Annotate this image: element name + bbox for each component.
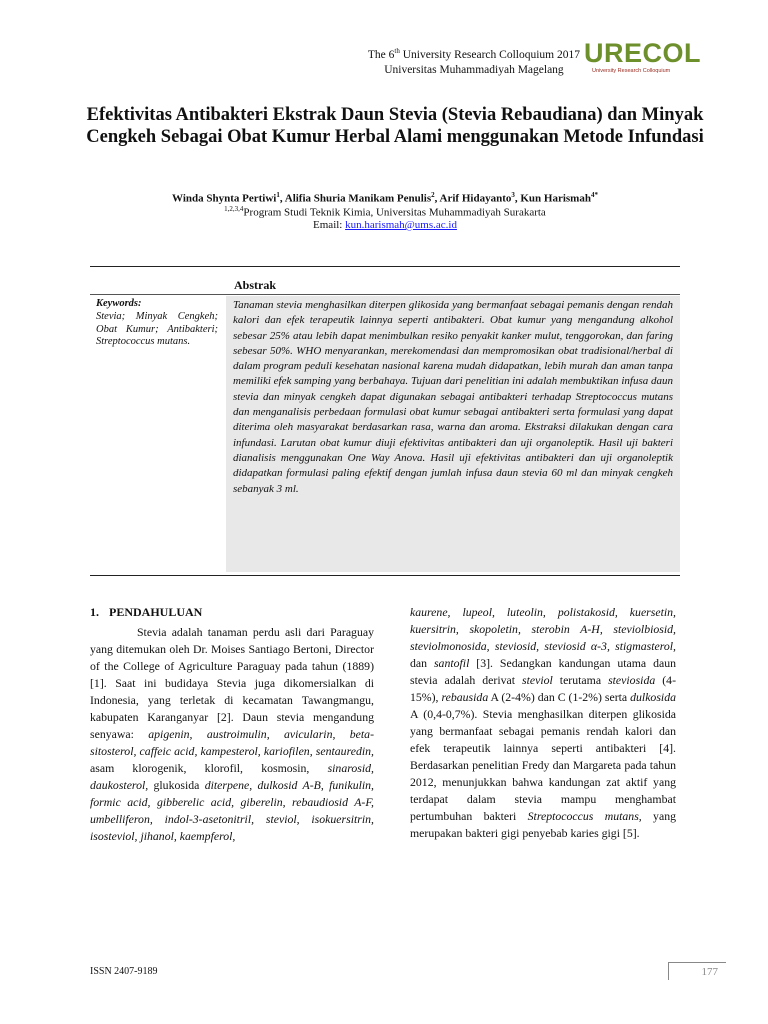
abstract-heading: Abstrak <box>234 278 277 292</box>
section-heading: 1. PENDAHULUAN <box>90 605 203 619</box>
conference-header <box>368 44 580 78</box>
abstract-divider <box>90 294 680 295</box>
divider-bottom <box>90 575 680 576</box>
email-link[interactable]: kun.harismah@ums.ac.id <box>345 219 457 231</box>
author: Winda Shynta Pertiwi <box>172 192 277 205</box>
page-number: 177 <box>668 962 726 980</box>
author: Alifia Shuria Manikam Penulis <box>284 192 432 205</box>
logo-text: URECOL <box>584 38 701 68</box>
intro-paragraph: Stevia adalah tanaman perdu asli dari Paraguay yang ditemukan oleh Dr. Moises Santiago Bertoni, Director of the College of Agriculture Paraguay pada tahun (1889) [1]. Saat ini budidaya Stevia juga dikomersialkan di Indonesia, yang terletak di kecamatan Tawangmangu, kabupaten Karanganyar [2]. Daun stevia mengandung senyawa: apigenin, austroimulin, avicularin, beta-sitosterol, caffeic acid, kampesterol, kariofilen, sentauredin, asam klorogenik, klorofil, kosmosin, sinarosid, daukosterol, glukosida diterpene, dulkosid A-B, funikulin, formic acid, gibberelic acid, giberelin, rebaudiosid A-F, umbelliferon, indol-3-asetonitril, steviol, isokuersitrin, isosteviol, jihanol, kaempferol, <box>90 625 375 843</box>
intro-paragraph-continued: kaurene, lupeol, luteolin, polistakosid, kuersetin, kuersitrin, skopoletin, sterobin A-H, steviolbiosid, steviolmonosida, steviosid, steviosid α-3, stigmasterol, dan santofil [3]. Sedangkan kandungan utama daun stevia adalah derivat steviol terutama steviosida (4-15%), rebausida A (2-4%) dan C (1-2%) serta dulkosida A (0,4-0,7%). Stevia menghasilkan diterpen glikosida yang bermanfaat sebagai pemanis rendah kalori dan efek terapeutik lainnya seperti antibakteri [4]. Berdasarkan penelitian Fredy dan Margareta pada tahun 2012, menunjukkan bahwa kandungan zat aktif yang terdapat dalam stevia mampu menghambat pertumbuhan bakteri Streptococcus mutans, yang merupakan bakteri gigi penyebab karies gigi [5]. <box>410 605 676 840</box>
urecol-logo <box>584 38 701 78</box>
email-line: Email: kun.harismah@ums.ac.id <box>313 219 457 231</box>
logo-subtitle: University Research Colloquium <box>592 68 671 74</box>
issn: ISSN 2407-9189 <box>90 966 158 977</box>
keywords-label: Keywords: <box>96 298 142 309</box>
affiliation: $^{1,2,3,4}$Program Studi Teknik Kimia, Universitas Muhammadiyah Surakarta <box>224 205 546 219</box>
author-list: Winda Shynta Pertiwi$^1$, Alifia Shuria Manikam Penulis$^2$, Arif Hidayanto$^3$, Kun Harismah$^{4*}$ <box>172 191 598 205</box>
author: Kun Harismah <box>520 192 591 205</box>
conference-host: Universitas Muhammadiyah Magelang <box>384 63 564 76</box>
abstract-text: Tanaman stevia menghasilkan diterpen glikosida yang bermanfaat sebagai pemanis dengan rendah kalori dan efek terapeutik lainnya seperti antibakteri. Obat kumur yang mengandung alkohol sebesar 25% atau lebih dapat menimbulkan resiko penyakit kanker mulut, tenggorokan, dan faring sebesar 50%. WHO menyarankan, merekomendasi dan mempromosikan obat tradisional/herbal di dalam program peduli kesehatan nasional karena mudah didapatkan, lebih murah dan aman tanpa memiliki efek samping yang berbahaya. Tujuan dari penelitian ini adalah membuktikan infusa daun stevia dan minyak cengkeh dapat digunakan sebagai antibakteri terhadap Streptococcus mutans dan menganalisis perbedaan formulasi obat kumur sebagai antibakteri serta formulasi yang dapat diterima oleh masyarakat berdasarkan rasa, warna dan aroma. Ekstraksi dilakukan dengan cara infundasi. Larutan obat kumur diuji efektivitas antibakteri dan uji organoleptik. Hasil uji bakteri dianalisis menggunakan One Way Anova. Hasil uji efektivitas antibakteri dan uji organoleptik didapatkan formulasi paling efektif dengan jumlah infusa daun stevia 60 ml dan minyak cengkeh sebanyak 3 ml. <box>233 299 673 495</box>
conference-name: The 6th University Research Colloquium 2017 <box>367 47 580 61</box>
keywords-block <box>96 298 218 349</box>
author: Arif Hidayanto <box>439 192 512 205</box>
column-right <box>410 604 676 842</box>
keywords-text: Stevia; Minyak Cengkeh; Obat Kumur; Antibakteri; Streptococcus mutans. <box>96 310 218 348</box>
column-left <box>90 604 374 845</box>
paper-title: Efektivitas Antibakteri Ekstrak Daun Stevia (Stevia Rebaudiana) dan Minyak Cengkeh Sebagai Obat Kumur Herbal Alami menggunakan Metode Infundasi <box>86 105 704 147</box>
divider-top <box>90 266 680 267</box>
